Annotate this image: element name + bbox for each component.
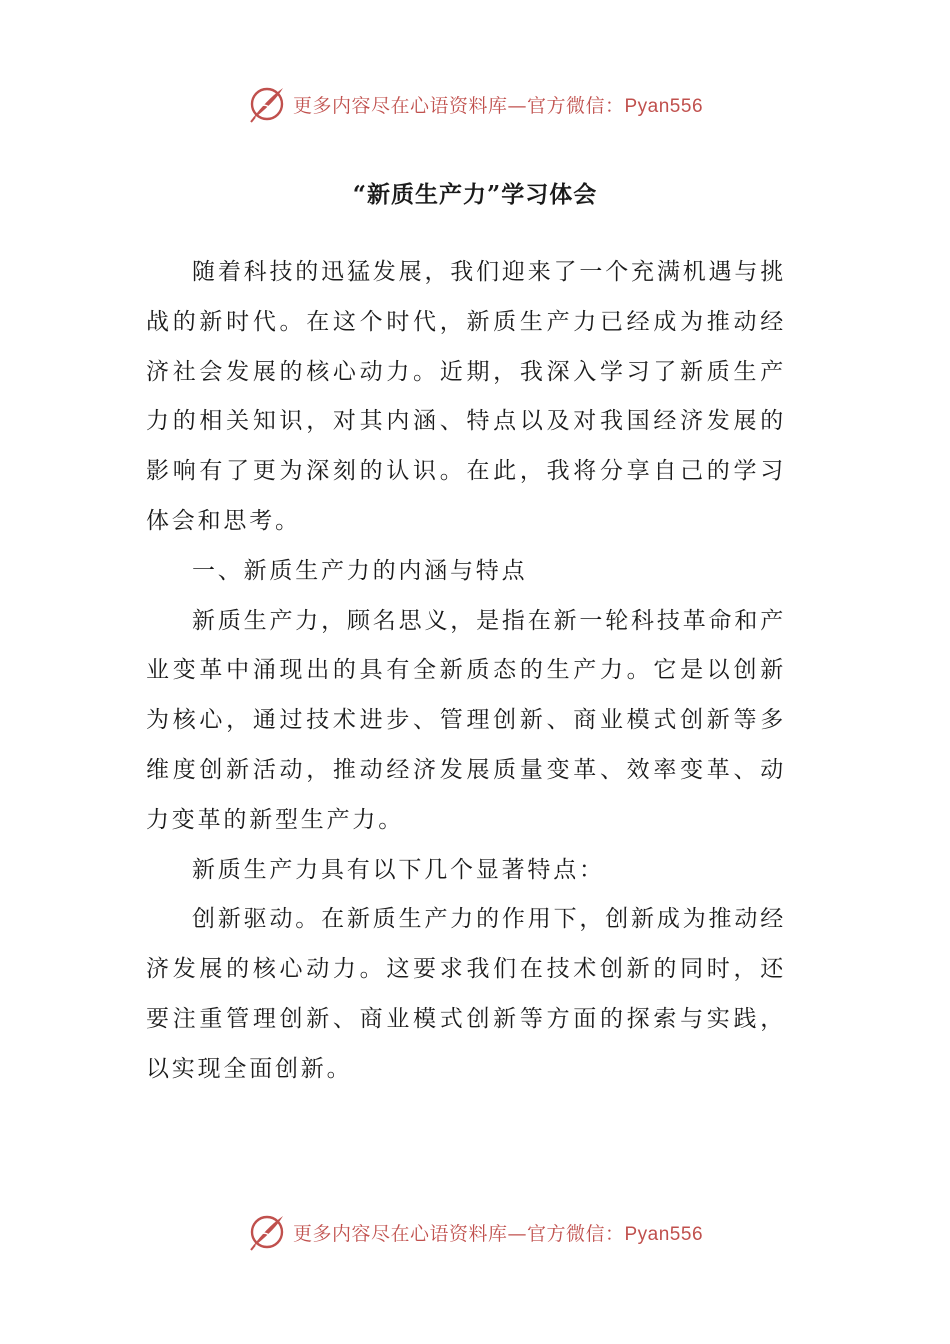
document-body [146,248,786,1095]
document-title: “新质生产力”学习体会 [352,181,598,208]
banner-text: 更多内容尽在心语资料库—官方微信：Pyan556 [292,1222,704,1245]
footer-banner [0,1210,950,1254]
paragraph: 新质生产力具有以下几个显著特点： [192,856,605,883]
header-banner [0,82,950,126]
wechat-id: Pyan556 [624,1223,704,1245]
quill-pen-logo-icon [247,1212,287,1252]
paragraph: 随着科技的迅猛发展，我们迎来了一个充满机遇与挑战的新时代。在这个时代，新质生产力已经成为推动经济社会发展的核心动力。近期，我深入学习了新质生产力的相关知识，对其内涵、特点以及对我国经济发展的影响有了更为深刻的认识。在此，我将分享自己的学习体会和思考。 [146,259,786,534]
quill-pen-logo-icon [247,84,287,124]
wechat-id: Pyan556 [624,95,704,117]
paragraph: 创新驱动。在新质生产力的作用下，创新成为推动经济发展的核心动力。这要求我们在技术创新的同时，还要注重管理创新、商业模式创新等方面的探索与实践，以实现全面创新。 [146,906,786,1082]
section-heading: 一、新质生产力的内涵与特点 [192,557,528,584]
paragraph: 新质生产力，顾名思义，是指在新一轮科技革命和产业变革中涌现出的具有全新质态的生产力。它是以创新为核心，通过技术进步、管理创新、商业模式创新等多维度创新活动，推动经济发展质量变革、效率变革、动力变革的新型生产力。 [146,607,786,833]
banner-text: 更多内容尽在心语资料库—官方微信：Pyan556 [292,94,704,117]
